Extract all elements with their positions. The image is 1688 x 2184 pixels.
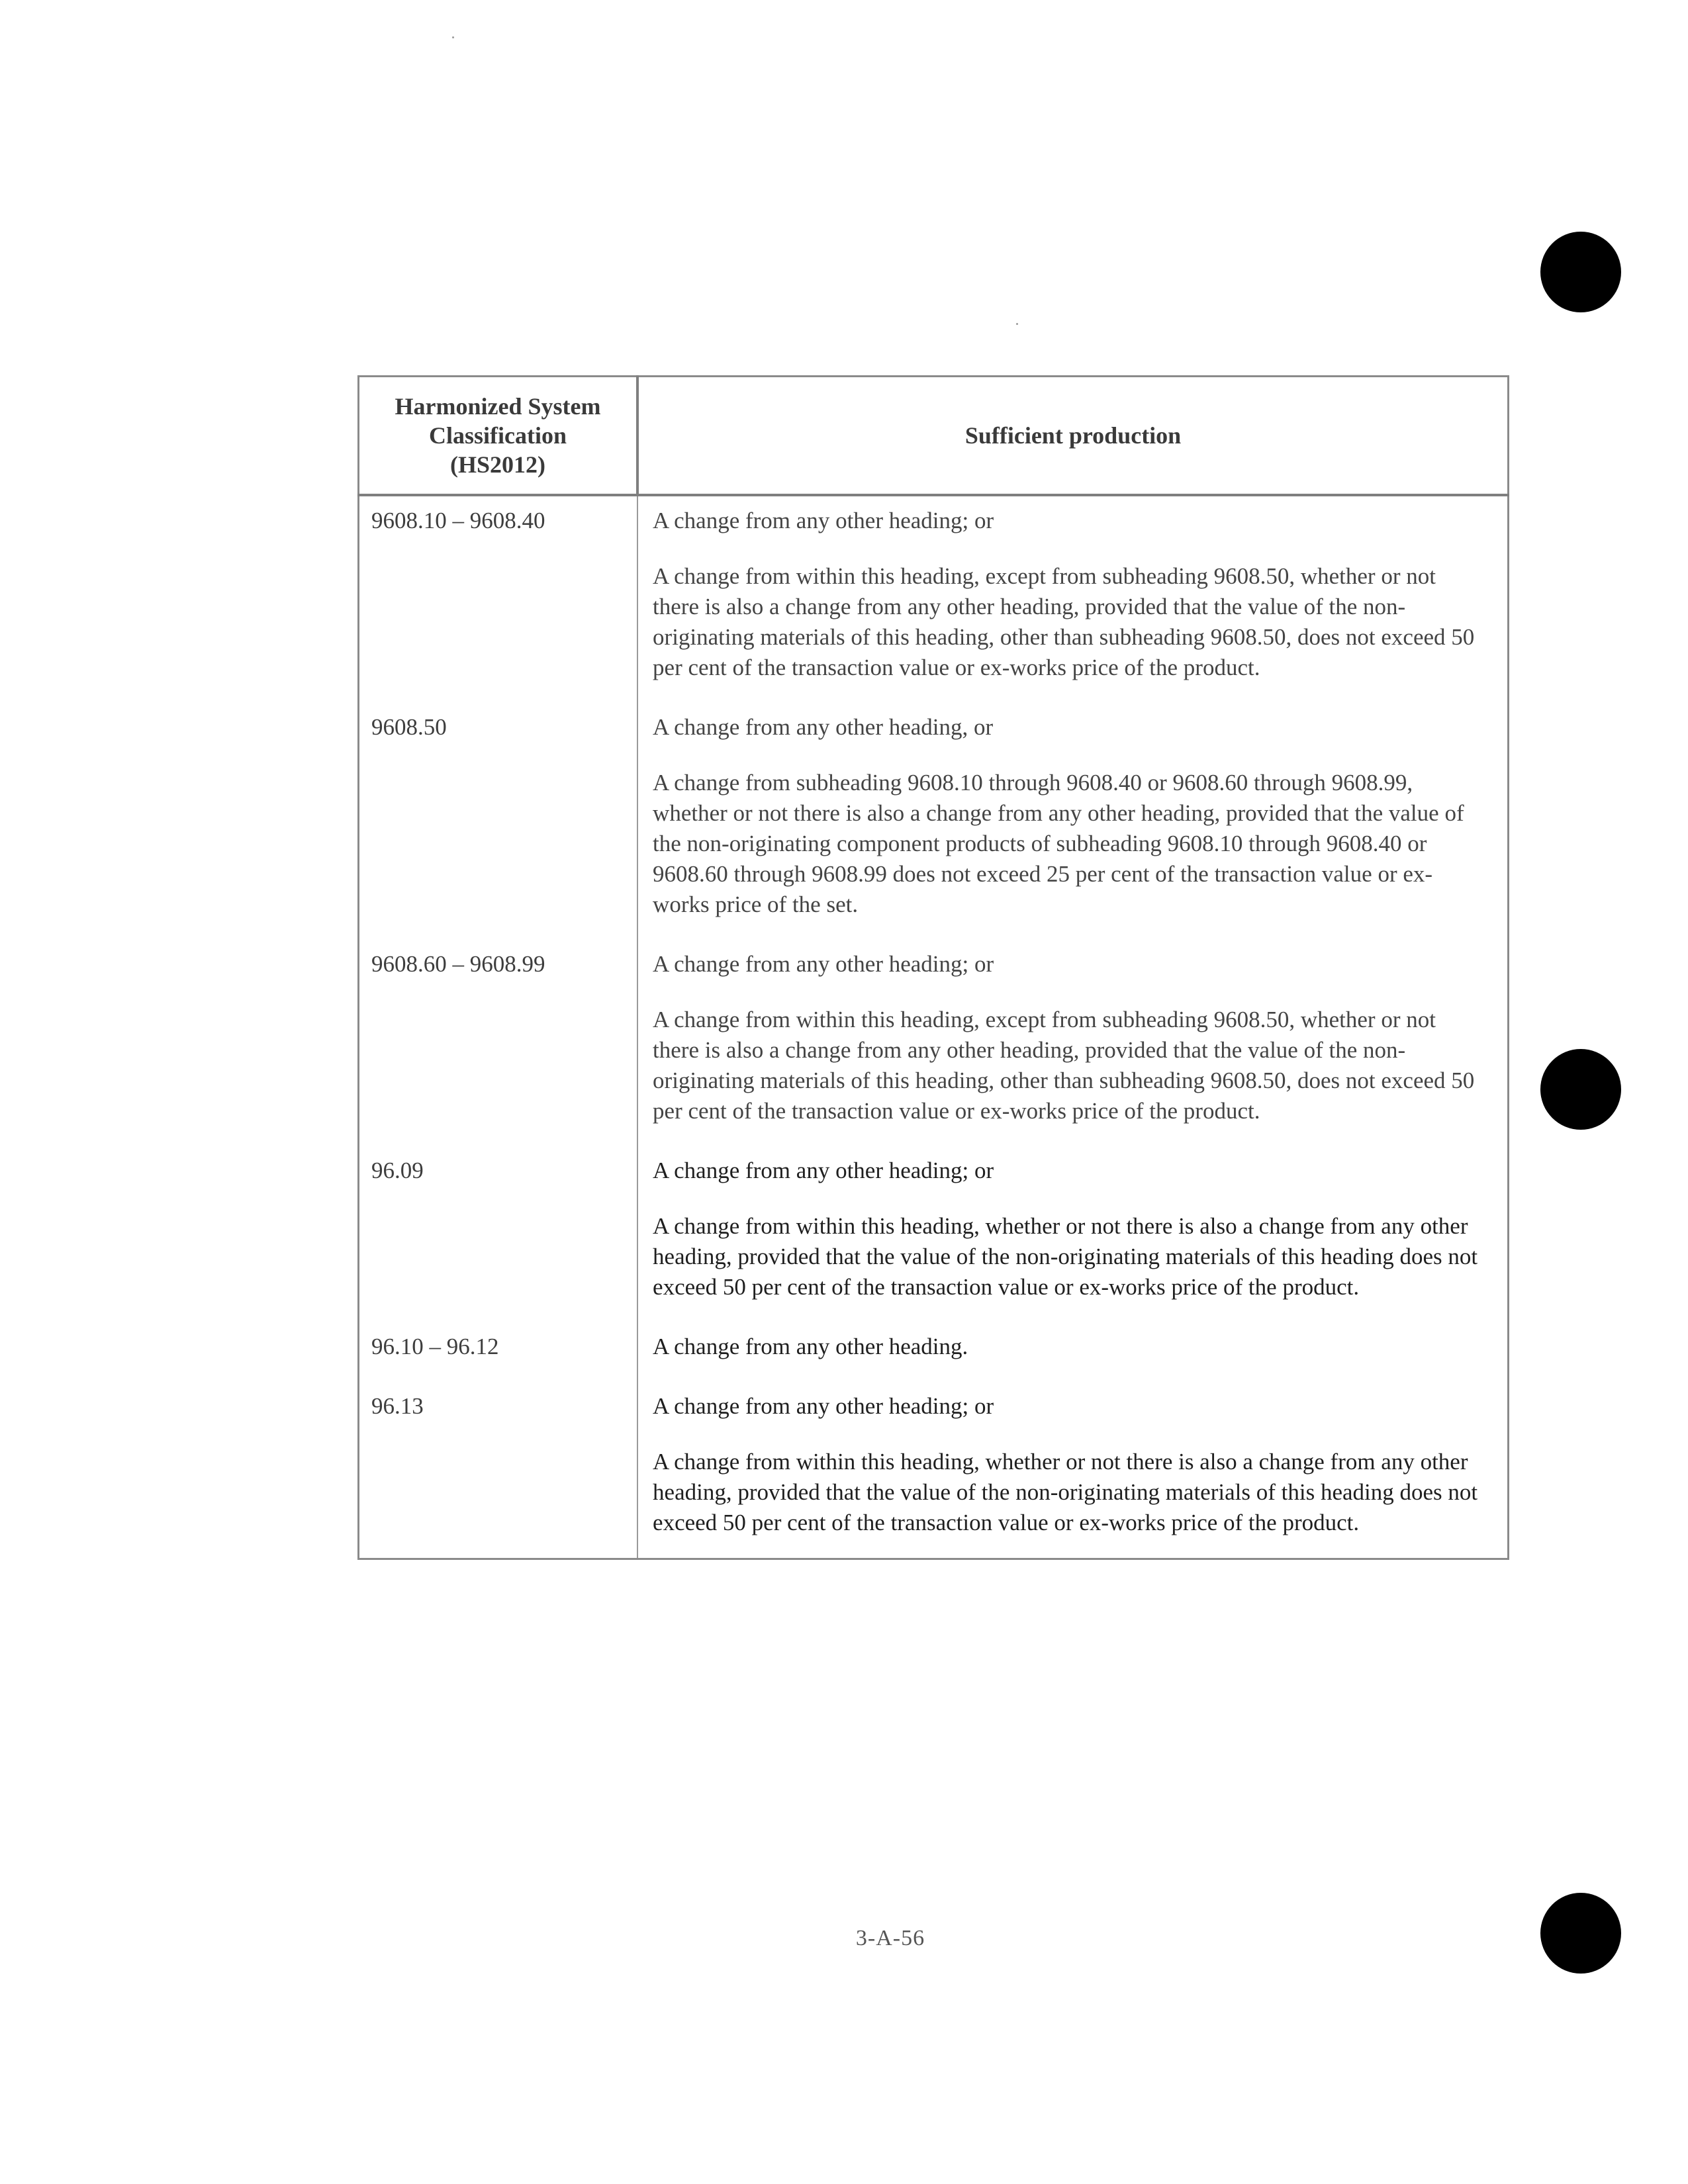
rule-text — [637, 940, 1508, 1146]
table-row — [359, 1322, 1509, 1382]
sufficient-production-header: Sufficient production — [637, 377, 1508, 496]
rule-option: A change from within this heading, whether or not there is also a change from any other heading, provided that the value of the non-originating materials of this heading does not exceed 50 per cent of the transaction value or ex-works price of the product. — [653, 1449, 1478, 1535]
rule-option: A change from subheading 9608.10 through 9608.40 or 9608.60 through 9608.99, whether or not there is also a change from any other heading, provided that the value of the non-originating component products of subheading 9608.10 through 9608.40 or 9608.60 through 9608.99 does not exceed 25 per cent of the transaction value or ex-works price of the set. — [653, 770, 1464, 917]
hs-classification-header — [359, 377, 638, 496]
punch-hole-middle — [1540, 1049, 1621, 1130]
hs-code: 9608.10 – 9608.40 — [359, 495, 638, 703]
rule-option: A change from any other heading; or — [653, 508, 994, 533]
rule-text — [637, 1322, 1508, 1382]
hs-code: 9608.50 — [359, 703, 638, 940]
table-row — [359, 703, 1509, 940]
header-line: Classification — [429, 422, 567, 449]
table-row — [359, 1382, 1509, 1559]
rule-text — [637, 703, 1508, 940]
hs-code: 9608.60 – 9608.99 — [359, 940, 638, 1146]
rule-option: A change from any other heading, or — [653, 714, 994, 740]
rule-option: A change from any other heading; or — [653, 1158, 994, 1183]
rule-text — [637, 495, 1508, 703]
hs-code: 96.13 — [359, 1382, 638, 1559]
header-line: (HS2012) — [450, 451, 546, 478]
rule-option: A change from within this heading, whether or not there is also a change from any other heading, provided that the value of the non-originating materials of this heading does not exceed 50 per cent of the transaction value or ex-works price of the product. — [653, 1213, 1478, 1300]
rule-option: A change from any other heading; or — [653, 1393, 994, 1419]
scan-speck — [1016, 323, 1018, 325]
rule-option: A change from within this heading, except from subheading 9608.50, whether or not there is also a change from any other heading, provided that the value of the non-originating materials of this heading, other than subheading 9608.50, does not exceed 50 per cent of the transaction value or ex-works price of the product. — [653, 1007, 1475, 1124]
rule-text — [637, 1146, 1508, 1322]
rule-option: A change from any other heading. — [653, 1334, 968, 1359]
rules-of-origin-table — [357, 375, 1509, 1560]
table-row — [359, 1146, 1509, 1322]
table-header — [359, 377, 1509, 496]
page-number: 3-A-56 — [855, 1926, 925, 1950]
punch-hole-top — [1540, 232, 1621, 312]
hs-code: 96.09 — [359, 1146, 638, 1322]
rule-option: A change from within this heading, except from subheading 9608.50, whether or not there is also a change from any other heading, provided that the value of the non-originating materials of this heading, other than subheading 9608.50, does not exceed 50 per cent of the transaction value or ex-works price of the product. — [653, 563, 1475, 680]
rule-option: A change from any other heading; or — [653, 951, 994, 977]
header-line: Harmonized System — [395, 393, 601, 420]
hs-code: 96.10 – 96.12 — [359, 1322, 638, 1382]
rule-text — [637, 1382, 1508, 1559]
scan-speck — [452, 36, 454, 38]
table-row — [359, 495, 1509, 703]
table-row — [359, 940, 1509, 1146]
